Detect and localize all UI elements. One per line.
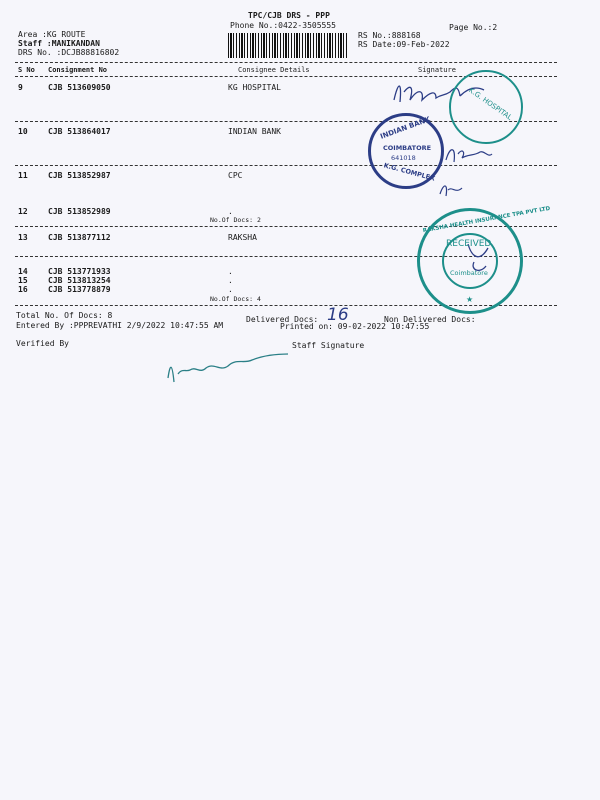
stamp-text: K.G. COMPLEX [382,161,436,183]
row-consignment: CJB 513778879 [48,285,111,294]
stamp-text: INDIAN BANK [379,115,432,141]
staff: Staff :MANIKANDAN [18,39,100,48]
row-consignee: RAKSHA [228,233,257,242]
star-icon: ★ [466,295,474,304]
stamp-text: K.G. HOSPITAL [467,86,514,122]
area: Area :KG ROUTE [18,30,86,39]
row-consignee: . [228,207,233,216]
printed-on: Printed on: 09-02-2022 10:47:55 [280,322,430,331]
drs-number: DRS No. :DCJB88816802 [18,48,120,57]
row-sno: 16 [18,285,28,294]
col-signature: Signature [418,66,456,74]
group-doc-count: No.Of Docs: 4 [210,295,261,303]
row-consignee: . [228,285,233,294]
non-delivered-docs: Non Delivered Docs: [384,315,476,324]
stamp-text: RECEIVED [446,239,492,249]
row-consignee: . [228,276,233,285]
signature-indian-bank [440,140,500,170]
page-number: Page No.:2 [449,23,498,32]
divider [15,62,557,63]
staff-signature-label: Staff Signature [292,341,365,350]
row-consignee: . [228,267,233,276]
row-consignment: CJB 513877112 [48,233,111,242]
stamp-text: RAKSHA HEALTH INSURANCE TPA PVT LTD [422,205,551,235]
phone-number: Phone No.:0422-3505555 [230,21,336,30]
row-consignment: CJB 513771933 [48,267,111,276]
row-sno: 12 [18,207,28,216]
total-docs: Total No. Of Docs: 8 [16,311,113,320]
delivered-count-handwritten: 16 [327,305,349,325]
row-consignment: CJB 513852987 [48,171,111,180]
col-consignment: Consignment No [48,66,108,74]
col-consignee: Consignee Details [238,66,310,74]
barcode [228,33,348,58]
stamp-text: 641018 [391,154,416,162]
row-sno: 13 [18,233,28,242]
row-consignment: CJB 513609050 [48,83,111,92]
col-sno: S No [18,66,35,74]
kg-hospital-stamp [449,70,523,144]
rs-number: RS No.:888168 [358,31,421,40]
row-consignment: CJB 513864017 [48,127,111,136]
row-consignment: CJB 513813254 [48,276,111,285]
verified-by: Verified By [16,339,69,348]
row-consignee: INDIAN BANK [228,127,281,136]
document-title: TPC/CJB DRS - PPP [248,11,330,20]
row-sno: 11 [18,171,28,180]
entered-by: Entered By :PPPREVATHI 2/9/2022 10:47:55 AM [16,321,224,330]
row-sno: 9 [18,83,23,92]
raksha-stamp [417,205,551,314]
row-sno: 10 [18,127,28,136]
signature-cpc [436,180,466,200]
row-consignee: CPC [228,171,243,180]
row-consignment: CJB 513852989 [48,207,111,216]
group-doc-count: No.Of Docs: 2 [210,216,261,224]
stamp-text: COIMBATORE [383,144,432,152]
row-consignee: KG HOSPITAL [228,83,281,92]
signature-staff [162,348,312,388]
row-sno: 15 [18,276,28,285]
stamp-text: Coimbatore [450,269,488,277]
delivered-docs: Delivered Docs: [246,315,319,324]
row-sno: 14 [18,267,28,276]
rs-date: RS Date:09-Feb-2022 [358,40,450,49]
indian-bank-stamp [368,113,444,189]
